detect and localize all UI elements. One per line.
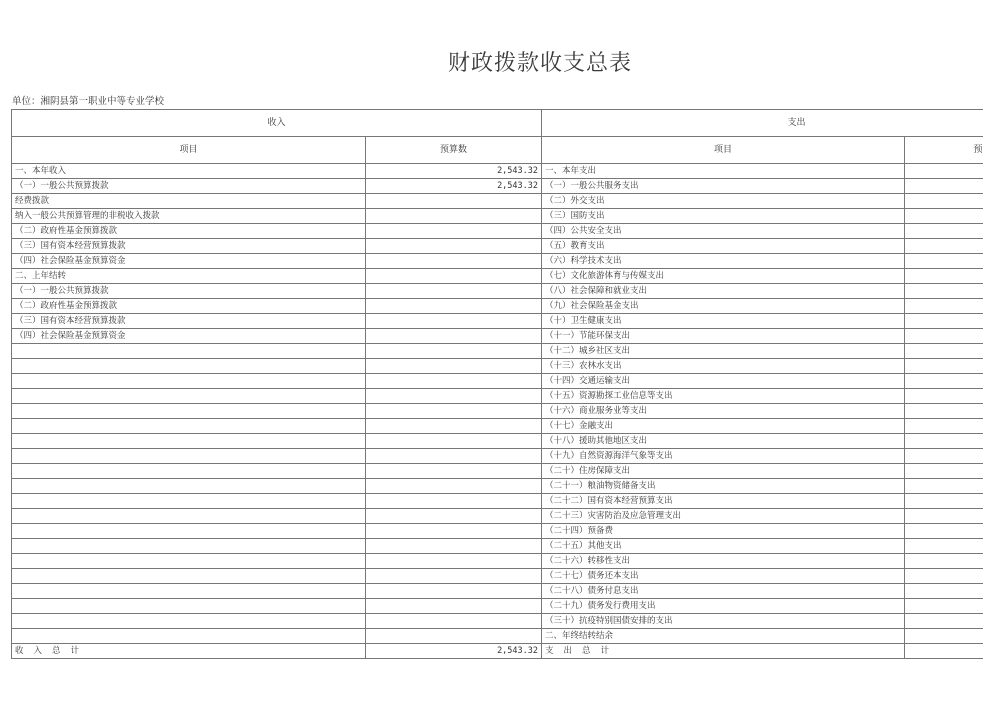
table-row [12,284,1000,299]
income-amount-cell [366,389,542,404]
table-row [12,239,1000,254]
income-amount-cell [366,539,542,554]
table-row [12,329,1000,344]
income-item-cell [12,629,366,644]
table-row [12,194,1000,209]
expense-item-cell: （二十六）转移性支出 [542,554,905,569]
income-amount-cell [366,584,542,599]
unit-label: 单位：湘阴县第一职业中等专业学校 [12,96,165,107]
income-item-cell: （四）社会保险基金预算资金 [12,254,366,269]
page-edge [983,0,1000,707]
income-amount-cell [366,269,542,284]
table-row [12,449,1000,464]
income-amount-cell [366,359,542,374]
income-item-cell [12,554,366,569]
expense-item-cell: （二十二）国有资本经营预算支出 [542,494,905,509]
income-item-cell [12,479,366,494]
page-title: 财政拨款收支总表 [447,51,632,76]
expense-item-cell: （三十）抗疫特别国债安排的支出 [542,614,905,629]
income-amount-cell [366,254,542,269]
table-row [12,509,1000,524]
expense-header: 支出 [542,110,1000,137]
income-item-cell [12,374,366,389]
expense-item-header: 项目 [542,137,905,164]
income-amount-cell [366,464,542,479]
income-item-cell: （二）政府性基金预算拨款 [12,224,366,239]
income-item-cell: 二、上年结转 [12,269,366,284]
income-item-cell: 一、本年收入 [12,164,366,179]
income-item-cell [12,539,366,554]
income-amount-cell: 2,543.32 [366,179,542,194]
income-item-cell [12,404,366,419]
table-row [12,209,1000,224]
income-amount-cell [366,239,542,254]
income-item-cell [12,494,366,509]
expense-item-cell: （十五）资源勘探工业信息等支出 [542,389,905,404]
income-amount-cell [366,509,542,524]
income-item-cell [12,434,366,449]
income-amount-cell [366,479,542,494]
table-row [12,224,1000,239]
table-row [12,479,1000,494]
income-item-cell [12,569,366,584]
table-row [12,254,1000,269]
table-row [12,179,1000,194]
table-row [12,389,1000,404]
expense-item-cell: （二十八）债务付息支出 [542,584,905,599]
table-row [12,494,1000,509]
table-row [12,464,1000,479]
expense-item-cell: （三）国防支出 [542,209,905,224]
table-row [12,419,1000,434]
income-amount-cell [366,449,542,464]
income-item-cell [12,614,366,629]
income-amount-cell [366,314,542,329]
table-row [12,569,1000,584]
expense-total-label: 支出总计 [542,644,905,659]
expense-item-cell: （二十一）粮油物资储备支出 [542,479,905,494]
expense-item-cell: （二十九）债务发行费用支出 [542,599,905,614]
expense-item-cell: （二十四）预备费 [542,524,905,539]
expense-item-cell: 一、本年支出 [542,164,905,179]
expense-item-cell: （九）社会保险基金支出 [542,299,905,314]
table-row [12,524,1000,539]
expense-item-cell: （二十五）其他支出 [542,539,905,554]
table-row [12,599,1000,614]
income-total-label: 收入总计 [12,644,366,659]
expense-item-cell: （二十）住房保障支出 [542,464,905,479]
income-total-amount: 2,543.32 [366,644,542,659]
expense-item-cell: （五）教育支出 [542,239,905,254]
income-item-cell [12,524,366,539]
income-amount-cell [366,554,542,569]
income-amount-cell [366,434,542,449]
expense-item-cell: （二十七）债务还本支出 [542,569,905,584]
expense-item-cell: （十四）交通运输支出 [542,374,905,389]
income-amount-cell [366,329,542,344]
income-item-cell [12,464,366,479]
table-header-row-1 [12,110,1000,137]
income-item-cell [12,599,366,614]
income-amount-cell: 2,543.32 [366,164,542,179]
income-item-cell: （三）国有资本经营预算拨款 [12,239,366,254]
table-row [12,404,1000,419]
table-row [12,539,1000,554]
expense-item-cell: （十二）城乡社区支出 [542,344,905,359]
expense-item-cell: （十八）援助其他地区支出 [542,434,905,449]
table-row [12,614,1000,629]
income-amount-cell [366,599,542,614]
income-amount-cell [366,194,542,209]
totals-row [12,644,1000,659]
income-amount-cell [366,344,542,359]
income-item-cell [12,419,366,434]
table-row [12,314,1000,329]
income-amount-cell [366,629,542,644]
expense-item-cell: （十七）金融支出 [542,419,905,434]
table-row [12,584,1000,599]
income-budget-header: 预算数 [366,137,542,164]
income-amount-cell [366,569,542,584]
table-header-row-2 [12,137,1000,164]
expense-item-cell: （八）社会保障和就业支出 [542,284,905,299]
income-item-header: 项目 [12,137,366,164]
expense-item-cell: （十六）商业服务业等支出 [542,404,905,419]
income-item-cell [12,389,366,404]
table-row [12,344,1000,359]
income-amount-cell [366,419,542,434]
budget-summary-table [11,109,1000,659]
income-item-cell [12,344,366,359]
income-amount-cell [366,494,542,509]
expense-item-cell: 二、年终结转结余 [542,629,905,644]
table-row [12,359,1000,374]
income-item-cell: （二）政府性基金预算拨款 [12,299,366,314]
table-row [12,629,1000,644]
table-row [12,269,1000,284]
income-item-cell: （三）国有资本经营预算拨款 [12,314,366,329]
table-row [12,434,1000,449]
expense-item-cell: （四）公共安全支出 [542,224,905,239]
income-item-cell: 经费拨款 [12,194,366,209]
income-amount-cell [366,614,542,629]
income-amount-cell [366,524,542,539]
expense-item-cell: （十一）节能环保支出 [542,329,905,344]
income-amount-cell [366,209,542,224]
income-item-cell: （四）社会保险基金预算资金 [12,329,366,344]
income-item-cell [12,509,366,524]
income-amount-cell [366,404,542,419]
income-item-cell [12,449,366,464]
table-row [12,374,1000,389]
income-item-cell: 纳入一般公共预算管理的非税收入拨款 [12,209,366,224]
expense-item-cell: （七）文化旅游体育与传媒支出 [542,269,905,284]
income-item-cell [12,584,366,599]
income-header: 收入 [12,110,542,137]
income-item-cell: （一）一般公共预算拨款 [12,284,366,299]
table-row [12,554,1000,569]
income-amount-cell [366,224,542,239]
income-item-cell: （一）一般公共预算拨款 [12,179,366,194]
table-row [12,299,1000,314]
expense-item-cell: （十）卫生健康支出 [542,314,905,329]
expense-item-cell: （十九）自然资源海洋气象等支出 [542,449,905,464]
expense-item-cell: （一）一般公共服务支出 [542,179,905,194]
income-amount-cell [366,284,542,299]
expense-item-cell: （十三）农林水支出 [542,359,905,374]
expense-budget-header: 预 [905,137,1000,164]
expense-item-cell: （二）外交支出 [542,194,905,209]
expense-item-cell: （二十三）灾害防治及应急管理支出 [542,509,905,524]
income-item-cell [12,359,366,374]
expense-item-cell: （六）科学技术支出 [542,254,905,269]
income-amount-cell [366,374,542,389]
table-row [12,164,1000,179]
income-amount-cell [366,299,542,314]
